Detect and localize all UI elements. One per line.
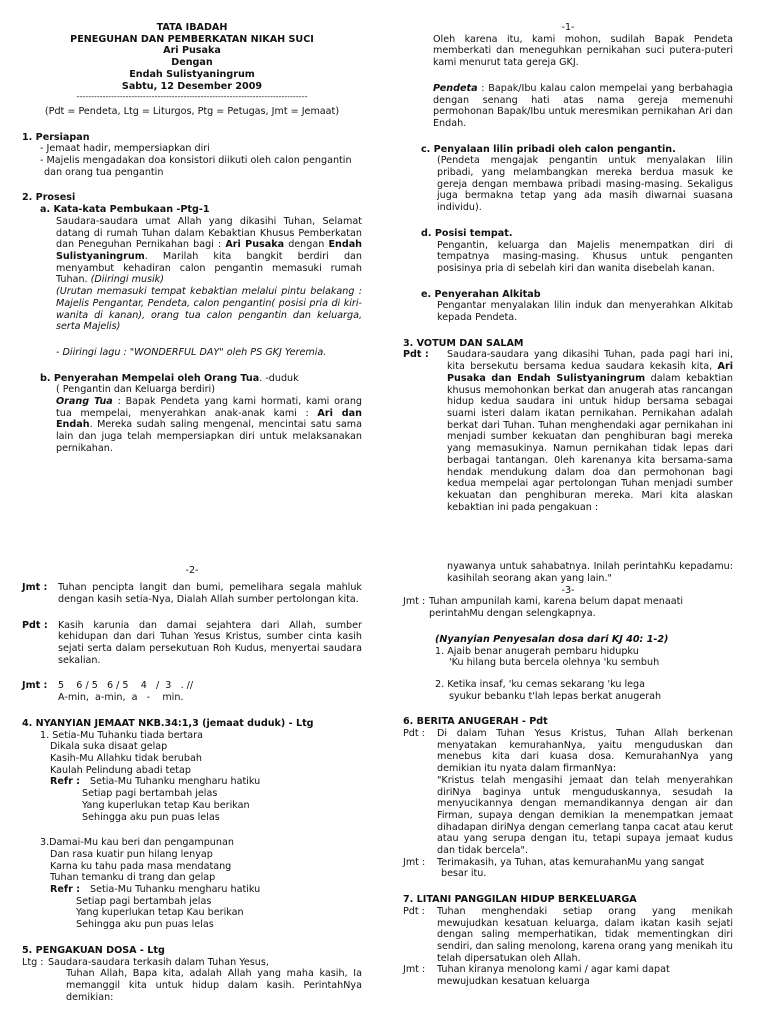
s4-v1-line: 1. Setia-Mu Tuhanku tiada bertara xyxy=(40,729,204,741)
pendeta-text: : Bapak/Ibu kalau calon mempelai yang berbahagia dengan senang hati atas nama gereja memenuhi permohonan Bapak/Ibu untuk meresmikan pernikahan Ari dan Endah. xyxy=(433,82,733,129)
s6-text-a: Di dalam Tuhan Yesus Kristus, Tuhan Allah berkenan menyatakan kemurahanNya, yaitu menguduskan dan menebus kita dari kuasa dosa. KemurahanNya yang demikian itu nyata dalam firmanNya: xyxy=(437,728,733,775)
e-heading: e. Penyerahan Alkitab xyxy=(421,288,541,300)
jmt1-text: Tuhan pencipta langit dan bumi, pemelihara segala mahluk dengan kasih setia-Nya, Dialah Allah sumber pertolongan kita. xyxy=(58,582,362,605)
s3-groom: Ari Pusaka xyxy=(447,361,733,384)
jmt2-row xyxy=(22,680,362,692)
s5-line1: Saudara-saudara terkasih dalam Tuhan Yesus, xyxy=(48,956,269,968)
s4-verse3 xyxy=(40,837,362,884)
s2b-orang-tua: Orang Tua xyxy=(56,396,113,408)
page-number-2: -2- xyxy=(185,564,199,576)
s3-text-b: dalam kebaktian khusus memohonkan berkat dan anugerah atas rancangan hidup kedua saudara ini untuk hidup bersama sebagai suami isteri dalam ikatan pernikahan. Pernikahan adalah berkat dari Tuhan. Tuhan menghendaki agar pernikahan ini menjadi sumber kekuatan dan penghiburan bagi mereka yang memasukinya. Namun pernikahan tidak lepas dari berbagai tantangan. 0leh karenanya kita bersama-sama hendak mendukung dalam doa dan permohonan bagi kedua mempelai agar pertolongan Tuhan menjadi sumber kekuatan dan penghiburan mereka. Mari kita alaskan kebaktian ini pada pengakuan : xyxy=(447,372,733,513)
s7-jmt-label: Jmt : xyxy=(403,964,426,976)
s1-line1: - Jemaat hadir, mempersiapkan diri xyxy=(40,143,210,155)
s6-text-b: "Kristus telah mengasihi jemaat dan telah menyerahkan diriNya baginya untuk menguduskannya, sesudah Ia menyucikannya dengan memandikannya dengan air dan Firman, supaya dengan demikian Ia menempatkan jemaat dihadapan diriNya dengan cemerlang tanpa cacat atau kerut atau yang serupa dengan itu, tetapi supaya jemaat kudus dan tidak bercela". xyxy=(437,774,733,857)
doc-subtitle: PENEGUHAN DAN PEMBERKATAN NIKAH SUCI xyxy=(70,33,314,45)
service-date: Sabtu, 12 Desember 2009 xyxy=(121,80,263,92)
page-number-1: -1- xyxy=(561,22,575,33)
intro-paragraph: Oleh karena itu, kami mohon, sudilah Bapak Pendeta memberkati dan meneguhkan pernikahan suci putera-puteri kami menurut tata gereja GKJ. xyxy=(433,33,733,69)
s5-row xyxy=(22,957,362,969)
s2b-paragraph xyxy=(56,396,362,455)
continuation-text: nyawanya untuk sahabatnya. Inilah perintahKu kepadamu: kasihilah seorang akan yang lain." xyxy=(447,561,733,585)
refrain-line: Setia-Mu Tuhanku mengharu hatiku xyxy=(90,884,261,896)
s4-refrain-2 xyxy=(50,884,362,896)
jmt-text: Tuhan ampunilah kami, karena belum dapat menaati perintahMu dengan selengkapnya. xyxy=(429,596,684,620)
pdt1-row xyxy=(22,620,362,667)
s2b-sub: ( Pengantin dan Keluarga berdiri) xyxy=(56,384,215,396)
jmt2-notes: 5 6 / 5 6 / 5 4 / 3 . // xyxy=(58,680,194,692)
s4-v1-line: Kasih-Mu Allahku tidak berubah xyxy=(50,752,202,764)
s4-v1-line: Kaulah Pelindung abadi tetap xyxy=(50,764,191,776)
s2a-text-1: Saudara-saudara umat Allah yang dikasihi Tuhan, Selamat datang di rumah Tuhan dalam Kebaktian Khusus Pemberkatan dan Peneguhan Pernikahan bagi : xyxy=(56,215,362,251)
s3-label: Pdt : xyxy=(403,349,429,361)
refrain-line: Setiap pagi bertambah jelas xyxy=(82,788,218,800)
d-heading: d. Posisi tempat. xyxy=(421,227,513,239)
jmt2-words: A-min, a-min, a - min. xyxy=(58,692,184,704)
s2a-groom: Ari Pusaka xyxy=(225,239,285,251)
s7-jmt-row xyxy=(403,964,733,987)
s2b-head-text: b. Penyerahan Mempelai oleh Orang Tua xyxy=(40,372,260,384)
doc-title: TATA IBADAH xyxy=(156,22,228,33)
s2b-duduk: . -duduk xyxy=(259,372,299,384)
s1-line3: dan orang tua pengantin xyxy=(44,166,164,178)
jmt-label: Jmt : xyxy=(403,596,426,608)
refrain-line: Setiap pagi bertambah jelas xyxy=(76,895,212,907)
s2a-musik: (Diiringi musik) xyxy=(90,274,164,286)
refrain-label: Refr : xyxy=(50,776,80,788)
section-3-title: 3. VOTUM DAN SALAM xyxy=(403,337,524,349)
kj-heading: (Nyanyian Penyesalan dosa dari KJ 40: 1-2) xyxy=(435,633,669,645)
jmt1-label: Jmt : xyxy=(22,582,48,594)
pdt1-label: Pdt : xyxy=(22,619,48,631)
legend: (Pdt = Pendeta, Ltg = Liturgos, Ptg = Petugas, Jmt = Jemaat) xyxy=(44,105,340,117)
kj-2b: syukur bebanku t'lah lepas berkat anugerah xyxy=(449,690,662,702)
pdt1-text: Kasih karunia dan damai sejahtera dari Allah, sumber kehidupan dan dari Tuhan Yesus Kristus, sumber cinta kasih sejati serta dalam persekutuan Roh Kudus, menyertai saudara sekalian. xyxy=(58,619,362,666)
s6-jmt-label: Jmt : xyxy=(403,856,426,868)
right-column xyxy=(403,22,733,988)
page-number-3: -3- xyxy=(561,584,575,596)
s3-bride: Endah Sulistyaningrum xyxy=(517,372,646,384)
s2a-paragraph xyxy=(56,216,362,286)
s6-jmt-row xyxy=(403,857,733,869)
s2b-text-1: : Bapak Pendeta yang kami hormati, kami orang tua mempelai, menyerahkan anak-anak kami : xyxy=(56,396,362,419)
s2b-heading xyxy=(40,373,362,385)
section-6-title: 6. BERITA ANUGERAH - Pdt xyxy=(403,716,548,728)
s1-line2: - Majelis mengadakan doa konsistori diikuti oleh calon pengantin xyxy=(40,155,352,167)
c-heading: c. Penyalaan lilin pribadi oleh calon pengantin. xyxy=(421,143,676,155)
groom-name: Ari Pusaka xyxy=(163,45,221,57)
s4-refrain-1 xyxy=(50,776,362,788)
e-text: Pengantar menyalakan lilin induk dan menyerahkan Alkitab kepada Pendeta. xyxy=(437,300,733,324)
s7-jmt-text: Tuhan kiranya menolong kami / agar kami dapat mewujudkan kesatuan keluarga xyxy=(437,964,670,988)
section-7-title: 7. LITANI PANGGILAN HIDUP BERKELUARGA xyxy=(403,894,637,906)
refrain-line: Sehingga aku pun puas lelas xyxy=(82,811,220,823)
kj-1a: 1. Ajaib benar anugerah pembaru hidupku xyxy=(435,645,639,657)
s7-row xyxy=(403,906,733,965)
s4-verse1 xyxy=(40,730,362,777)
section-1-title: 1. Persiapan xyxy=(22,131,90,143)
s3-text-a: Saudara-saudara yang dikasihi Tuhan, pada pagi hari ini, kita bersekutu bersama kedua saudara kekasih kita, xyxy=(447,349,733,373)
s6-jmt-text-2: besar itu. xyxy=(441,868,487,880)
s6-jmt-text: Terimakasih, ya Tuhan, atas kemurahanMu yang sangat xyxy=(437,856,705,868)
pendeta-label: Pendeta xyxy=(433,82,478,94)
s4-v3-line: Karna ku tahu pada masa mendatang xyxy=(50,860,232,872)
jmt-row xyxy=(403,596,733,619)
bride-name: Endah Sulistyaningrum xyxy=(129,68,255,80)
s6-label: Pdt : xyxy=(403,728,425,740)
s2a-bride: Endah Sulistyaningrum xyxy=(56,239,362,262)
section-5-title: 5. PENGAKUAN DOSA - Ltg xyxy=(22,944,165,956)
s3-and: dan xyxy=(491,372,512,384)
refrain-line: Yang kuperlukan tetap Kau berikan xyxy=(76,907,244,919)
s3-text xyxy=(447,349,733,513)
with-word: Dengan xyxy=(171,57,213,69)
refrain-label: Refr : xyxy=(50,884,80,896)
s2b-names: Ari dan Endah xyxy=(56,407,362,431)
jmt2-label: Jmt : xyxy=(22,680,48,692)
s5-label: Ltg : xyxy=(22,956,44,968)
left-column xyxy=(22,22,362,1003)
s2a-dengan: dengan xyxy=(288,239,325,251)
section-4-title: 4. NYANYIAN JEMAAT NKB.34:1,3 (jemaat duduk) - Ltg xyxy=(22,717,314,729)
divider: -------------------------------------------------------------------------------- xyxy=(76,92,308,102)
s2a-text-2: . Marilah kita bangkit berdiri dan menyambut kehadiran calon pengantin memasuki rumah Tuhan. xyxy=(56,251,362,286)
s2a-note: (Urutan memasuki tempat kebaktian melalui pintu belakang : Majelis Pengantar, Pendeta, calon pengantin( posisi pria di kiri-wanita di kanan), orang tua calon pengantin dan keluarga, serta Majelis) xyxy=(56,286,362,333)
s4-v3-line: Tuhan temanku di trang dan gelap xyxy=(50,872,216,884)
c-text: (Pendeta mengajak pengantin untuk menyalakan lilin pribadi, yang melambangkan mereka berdua masuk ke gereja dengan membawa pribadi masing-masing. Sekaligus juga bermakna tetap yang ada masih diwarnai suasana individu). xyxy=(437,155,733,214)
jmt1-row xyxy=(22,582,362,605)
refrain-line: Yang kuperlukan tetap Kau berikan xyxy=(82,799,250,811)
s4-v3-line: Dan rasa kuatir pun hilang lenyap xyxy=(50,848,213,860)
pendeta-paragraph xyxy=(433,83,733,130)
refrain-line: Sehingga aku pun puas lelas xyxy=(76,919,214,931)
d-text: Pengantin, keluarga dan Majelis menempatkan diri di tempatnya masing-masing. Khusus untuk penganten posisinya pria di sebelah kiri dan wanita disebelah kanan. xyxy=(437,239,733,274)
s3-row xyxy=(403,349,733,513)
s6-body xyxy=(437,728,733,857)
refrain-line: Setia-Mu Tuhanku mengharu hatiku xyxy=(90,776,261,788)
s2a-heading: a. Kata-kata Pembukaan -Ptg-1 xyxy=(40,204,210,216)
s4-v3-line: 3.Damai-Mu kau beri dan pengampunan xyxy=(40,837,234,849)
kj-2a: 2. Ketika insaf, 'ku cemas sekarang 'ku lega xyxy=(435,678,646,690)
s4-v1-line: Dikala suka disaat gelap xyxy=(50,741,168,753)
section-2-title: 2. Prosesi xyxy=(22,192,76,204)
s2a-song: - Diiringi lagu : "WONDERFUL DAY" oleh PS GKJ Yeremia. xyxy=(56,346,327,358)
kj-1b: 'Ku hilang buta bercela olehnya 'ku sembuh xyxy=(449,657,660,669)
s7-label: Pdt : xyxy=(403,905,425,917)
s5-line2: Tuhan Allah, Bapa kita, adalah Allah yang maha kasih, Ia memanggil kita untuk hidup dalam kasih. PerintahNya demikian: xyxy=(66,968,362,1003)
s2b-text-2: . Mereka sudah saling mengenal, mencintai satu sama lain dan juga telah mempersiapkan diri untuk melaksanakan pernikahan. xyxy=(56,419,362,454)
s7-text: Tuhan menghendaki setiap orang yang menikah mewujudkan kesatuan keluarga, dalam ikatan kasih sejati dengan saling memperhatikan, tidak mementingkan diri sendiri, dan saling menolong, karena orang yang menikah itu telah dipersatukan oleh Allah. xyxy=(437,905,733,964)
s6-row xyxy=(403,728,733,857)
